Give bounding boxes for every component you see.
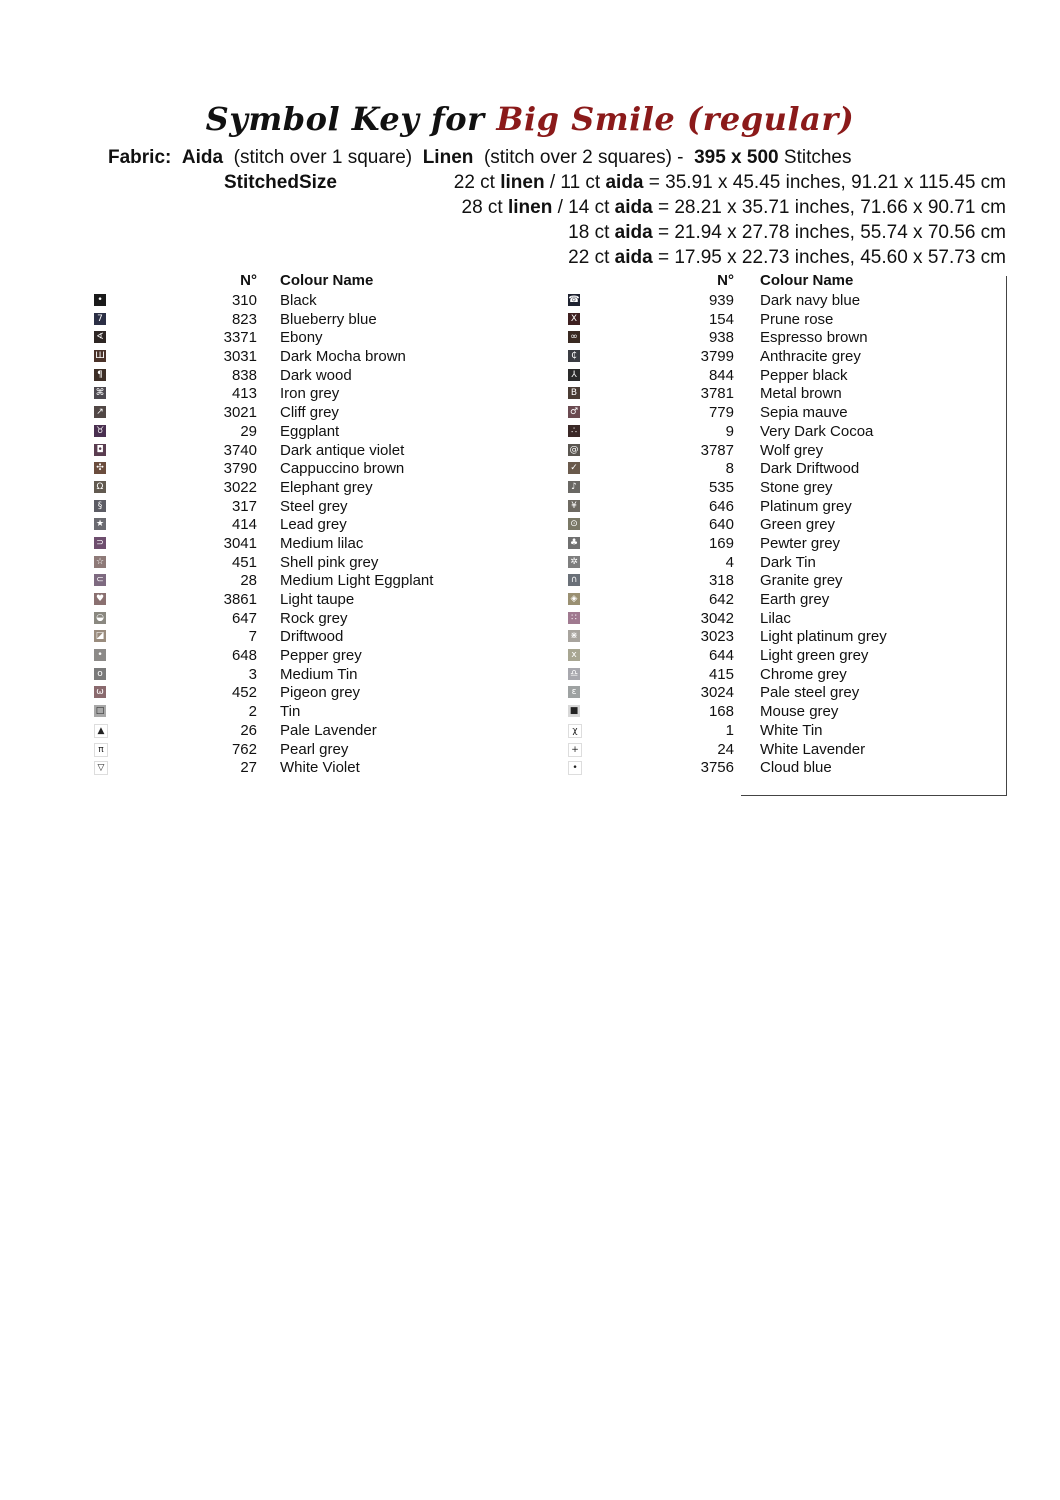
symbol-swatch-icon: ✲ (568, 556, 580, 568)
stitched-size-line (454, 172, 1006, 194)
table-row (556, 741, 1008, 760)
table-row (80, 722, 480, 741)
symbol-swatch-icon: ▽ (94, 761, 108, 775)
size-value: = 28.21 x 35.71 inches, 71.66 x 90.71 cm (657, 197, 1006, 218)
colour-name: Mouse grey (760, 703, 839, 721)
symbol-swatch-icon: ∩ (568, 574, 580, 586)
colour-name: Medium Light Eggplant (280, 572, 434, 590)
table-row (556, 628, 1008, 647)
colour-name: Iron grey (280, 385, 340, 403)
symbol-swatch-icon: x (568, 649, 580, 661)
symbol-swatch-icon: ω (94, 686, 106, 698)
symbol-swatch-icon: B (568, 387, 580, 399)
colour-name: Light platinum grey (760, 628, 887, 646)
table-row (556, 610, 1008, 629)
symbol-swatch-icon: χ (568, 724, 582, 738)
table-row (80, 367, 480, 386)
table-row (80, 329, 480, 348)
symbol-swatch-icon: ♥ (95, 594, 105, 604)
colour-name: Elephant grey (280, 478, 373, 496)
floss-number: 647 (231, 609, 257, 627)
table-row (80, 311, 480, 330)
colour-name: Dark Tin (760, 553, 816, 571)
floss-number: 779 (708, 404, 734, 422)
table-row (556, 666, 1008, 685)
floss-number: 3781 (700, 385, 734, 403)
symbol-table-left (80, 272, 480, 778)
floss-number: 3861 (223, 591, 257, 608)
symbol-swatch-icon: ¶ (94, 369, 106, 381)
symbol-swatch-icon: ∴ (568, 425, 580, 437)
symbol-swatch-icon: • (94, 649, 106, 661)
floss-number: 648 (231, 647, 257, 665)
colour-name: Pepper black (760, 366, 848, 384)
size-fabric-2: aida (605, 172, 644, 193)
table-row (80, 385, 480, 404)
symbol-swatch-icon: X (568, 313, 580, 325)
colour-name: Dark navy blue (760, 292, 861, 309)
colour-name: Lilac (760, 609, 791, 627)
symbol-swatch-icon: ⊂ (94, 574, 106, 586)
colour-name: Dark antique violet (280, 441, 405, 459)
floss-number: 838 (231, 366, 257, 384)
colour-name: Rock grey (280, 609, 348, 627)
floss-number: 640 (708, 516, 734, 534)
table-row (556, 759, 1008, 778)
floss-number: 823 (231, 310, 257, 328)
symbol-swatch-icon: Ω (94, 481, 106, 493)
header-name: Colour Name (760, 272, 854, 289)
floss-number: 413 (231, 385, 257, 403)
table-row (556, 535, 1008, 554)
size-value: = 17.95 x 22.73 inches, 45.60 x 57.73 cm (657, 247, 1006, 268)
header-sym: Sym (86, 275, 108, 285)
colour-name: Stone grey (760, 478, 833, 496)
table-row (556, 423, 1008, 442)
table-row (556, 554, 1008, 573)
colour-name: Medium lilac (280, 534, 364, 552)
colour-name: Lead grey (280, 516, 347, 534)
size-value: = 21.94 x 27.78 inches, 55.74 x 70.56 cm (657, 222, 1006, 243)
header-num: N° (240, 272, 257, 289)
table-row (80, 572, 480, 591)
symbol-swatch-icon: ¥ (568, 500, 580, 512)
colour-name: Pearl grey (280, 740, 349, 758)
symbol-table-right (556, 272, 1008, 778)
table-header (80, 272, 480, 292)
colour-name: Chrome grey (760, 665, 847, 683)
size-fabric-2: aida (614, 222, 653, 243)
symbol-swatch-icon: ♣ (569, 537, 579, 548)
floss-number: 644 (708, 647, 734, 665)
table-row (80, 628, 480, 647)
colour-name: Wolf grey (760, 441, 824, 459)
symbol-swatch-icon: ♉ (95, 425, 105, 436)
colour-name: Eggplant (280, 422, 340, 440)
fabric-aida: Aida (181, 147, 224, 168)
symbol-swatch-icon: ⌘ (95, 388, 105, 399)
colour-name: Platinum grey (760, 497, 852, 515)
table-row (556, 516, 1008, 535)
table-row (556, 311, 1008, 330)
floss-number: 318 (708, 572, 734, 590)
symbol-swatch-icon: ₵ (568, 350, 580, 362)
colour-name: White Violet (280, 759, 360, 777)
colour-name: Pepper grey (280, 647, 362, 665)
table-row (556, 367, 1008, 386)
colour-name: Pigeon grey (280, 684, 361, 702)
table-row (556, 404, 1008, 423)
symbol-swatch-icon: ↗ (94, 406, 106, 418)
table-row (556, 498, 1008, 517)
symbol-swatch-icon: ⊃ (94, 537, 106, 549)
size-prefix: 28 ct (461, 197, 503, 218)
floss-number: 27 (240, 759, 257, 777)
table-row (556, 572, 1008, 591)
symbol-swatch-icon: ∞ (568, 331, 580, 343)
header-sym: Sym (568, 275, 590, 285)
symbol-swatch-icon: Ш (95, 351, 105, 362)
floss-number: 415 (708, 665, 734, 683)
symbol-swatch-icon: ♂ (569, 407, 579, 418)
symbol-swatch-icon: § (94, 500, 106, 512)
colour-name: Prune rose (760, 310, 834, 328)
title-prefix: Symbol Key for (205, 100, 485, 138)
colour-name: Granite grey (760, 572, 843, 590)
colour-name: Dark wood (280, 366, 352, 384)
table-row (80, 741, 480, 760)
symbol-swatch-icon: ⋇ (568, 630, 580, 642)
symbol-swatch-icon: ∷ (568, 612, 580, 624)
colour-name: Green grey (760, 516, 836, 534)
symbol-swatch-icon: ◪ (95, 631, 105, 642)
size-prefix: 22 ct (568, 247, 610, 268)
table-row (80, 684, 480, 703)
table-border-right (1006, 276, 1007, 796)
colour-name: Pale Lavender (280, 721, 377, 739)
symbol-swatch-icon: ♪ (568, 481, 580, 493)
colour-name: Steel grey (280, 497, 348, 515)
colour-name: Pale steel grey (760, 684, 860, 702)
floss-number: 3023 (700, 628, 734, 646)
floss-number: 310 (231, 292, 257, 309)
size-fabric-2: aida (614, 247, 653, 268)
table-row (556, 703, 1008, 722)
table-row (80, 703, 480, 722)
symbol-swatch-icon: @ (569, 444, 579, 455)
colour-name: Sepia mauve (760, 404, 848, 422)
colour-name: Cliff grey (280, 404, 339, 422)
floss-number: 9 (725, 422, 734, 440)
size-prefix: 18 ct (568, 222, 610, 243)
table-row (80, 479, 480, 498)
header-name: Colour Name (280, 272, 374, 289)
floss-number: 317 (231, 497, 257, 515)
floss-number: 26 (240, 721, 257, 739)
symbol-swatch-icon: ∢ (94, 331, 106, 343)
fabric-line (108, 147, 851, 169)
symbol-swatch-icon: • (94, 294, 106, 306)
colour-name: Shell pink grey (280, 553, 379, 571)
stitched-size-label: StitchedSize (224, 172, 337, 193)
colour-name: Driftwood (280, 628, 344, 646)
table-header (556, 272, 1008, 292)
symbol-swatch-icon: • (568, 761, 582, 775)
floss-number: 1 (725, 721, 734, 739)
floss-number: 452 (231, 684, 257, 702)
floss-number: 3022 (223, 478, 257, 496)
floss-number: 3042 (700, 609, 734, 627)
symbol-swatch-icon: ♎ (569, 668, 579, 679)
symbol-swatch-icon: ⊙ (568, 518, 580, 530)
table-row (556, 292, 1008, 311)
floss-number: 168 (708, 703, 734, 721)
table-row (80, 535, 480, 554)
floss-number: 939 (708, 292, 734, 309)
colour-name: Light green grey (760, 647, 869, 665)
table-row (80, 516, 480, 535)
size-fabric-1: linen (500, 172, 545, 193)
size-mid: / 14 ct (557, 197, 610, 218)
floss-number: 3371 (223, 329, 257, 347)
symbol-swatch-icon: π (94, 743, 108, 757)
symbol-swatch-icon: ◈ (568, 593, 580, 605)
symbol-swatch-icon: + (568, 743, 582, 757)
colour-name: Black (280, 292, 317, 309)
table-row (80, 666, 480, 685)
floss-number: 3799 (700, 348, 734, 366)
colour-name: Tin (280, 703, 301, 721)
stitched-size-line (462, 197, 1007, 219)
floss-number: 2 (248, 703, 257, 721)
floss-number: 3790 (223, 460, 257, 478)
size-mid: / 11 ct (549, 172, 601, 193)
fabric-aida-note: (stitch over 1 square) (233, 147, 413, 168)
colour-name: Light taupe (280, 591, 355, 608)
stitches-word: Stitches (783, 147, 852, 168)
floss-number: 451 (231, 553, 257, 571)
colour-name: Metal brown (760, 385, 842, 403)
table-row (80, 442, 480, 461)
table-row (556, 329, 1008, 348)
floss-number: 7 (248, 628, 257, 646)
floss-number: 762 (231, 740, 257, 758)
floss-number: 3756 (700, 759, 734, 777)
symbol-swatch-icon: ▲ (94, 724, 108, 738)
symbol-swatch-icon: ■ (569, 706, 579, 717)
table-row (80, 460, 480, 479)
floss-number: 844 (708, 366, 734, 384)
table-row (556, 684, 1008, 703)
floss-number: 24 (717, 740, 734, 758)
floss-number: 938 (708, 329, 734, 347)
stitched-size-line (568, 222, 1006, 244)
floss-number: 4 (725, 553, 734, 571)
symbol-swatch-icon: ✣ (94, 462, 106, 474)
floss-number: 3041 (223, 534, 257, 552)
floss-number: 29 (240, 422, 257, 440)
floss-number: 414 (231, 516, 257, 534)
colour-name: Dark Driftwood (760, 460, 860, 478)
pattern-name: Big Smile (regular) (496, 100, 855, 138)
page-title (0, 100, 1060, 138)
colour-name: Ebony (280, 329, 323, 347)
colour-name: Cloud blue (760, 759, 832, 777)
symbol-swatch-icon: ◘ (94, 444, 106, 456)
floss-number: 646 (708, 497, 734, 515)
colour-name: Earth grey (760, 591, 830, 608)
table-row (80, 759, 480, 778)
table-row (556, 442, 1008, 461)
colour-name: Anthracite grey (760, 348, 861, 366)
symbol-swatch-icon: ☎ (568, 295, 580, 305)
floss-number: 169 (708, 534, 734, 552)
table-row (80, 610, 480, 629)
size-value: = 35.91 x 45.45 inches, 91.21 x 115.45 cm (648, 172, 1006, 193)
stitch-count: 395 x 500 (694, 147, 779, 168)
colour-name: Dark Mocha brown (280, 348, 406, 366)
colour-name: White Tin (760, 721, 823, 739)
table-row (556, 460, 1008, 479)
floss-number: 535 (708, 478, 734, 496)
stitched-size-line (568, 247, 1006, 269)
table-row (80, 348, 480, 367)
table-row (80, 554, 480, 573)
floss-number: 3 (248, 665, 257, 683)
fabric-linen: Linen (422, 147, 474, 168)
table-row (80, 292, 480, 311)
symbol-swatch-icon: □ (95, 706, 105, 717)
floss-number: 3787 (700, 441, 734, 459)
table-row (80, 423, 480, 442)
colour-name: White Lavender (760, 740, 866, 758)
symbol-swatch-icon: o (94, 668, 106, 680)
symbol-swatch-icon: ★ (95, 519, 105, 530)
colour-name: Pewter grey (760, 534, 841, 552)
colour-name: Blueberry blue (280, 310, 377, 328)
size-fabric-1: linen (507, 197, 553, 218)
table-row (556, 385, 1008, 404)
floss-number: 154 (708, 310, 734, 328)
colour-name: Espresso brown (760, 329, 868, 347)
symbol-swatch-icon: 7 (94, 313, 106, 325)
table-row (80, 591, 480, 610)
fabric-label: Fabric: (108, 147, 172, 168)
fabric-linen-note: (stitch over 2 squares) - (483, 147, 684, 168)
table-row (80, 498, 480, 517)
symbol-swatch-icon: ☆ (95, 556, 105, 567)
symbol-swatch-icon: ⅄ (568, 369, 580, 381)
header-num: N° (717, 272, 734, 289)
table-row (80, 404, 480, 423)
floss-number: 28 (240, 572, 257, 590)
table-border-bottom (741, 795, 1007, 796)
colour-name: Very Dark Cocoa (760, 422, 874, 440)
size-prefix: 22 ct (453, 172, 495, 193)
size-fabric-2: aida (614, 197, 653, 218)
symbol-swatch-icon: ◒ (94, 612, 106, 624)
floss-number: 8 (725, 460, 734, 478)
floss-number: 3740 (223, 441, 257, 459)
table-row (556, 591, 1008, 610)
floss-number: 642 (708, 591, 734, 608)
table-row (556, 348, 1008, 367)
symbol-swatch-icon: ε (568, 686, 580, 698)
table-row (556, 479, 1008, 498)
table-row (556, 722, 1008, 741)
symbol-swatch-icon: ✓ (568, 462, 580, 474)
table-row (80, 647, 480, 666)
colour-name: Medium Tin (280, 665, 358, 683)
colour-name: Cappuccino brown (280, 460, 405, 478)
floss-number: 3024 (700, 684, 734, 702)
floss-number: 3031 (223, 348, 257, 366)
floss-number: 3021 (223, 404, 257, 422)
table-row (556, 647, 1008, 666)
